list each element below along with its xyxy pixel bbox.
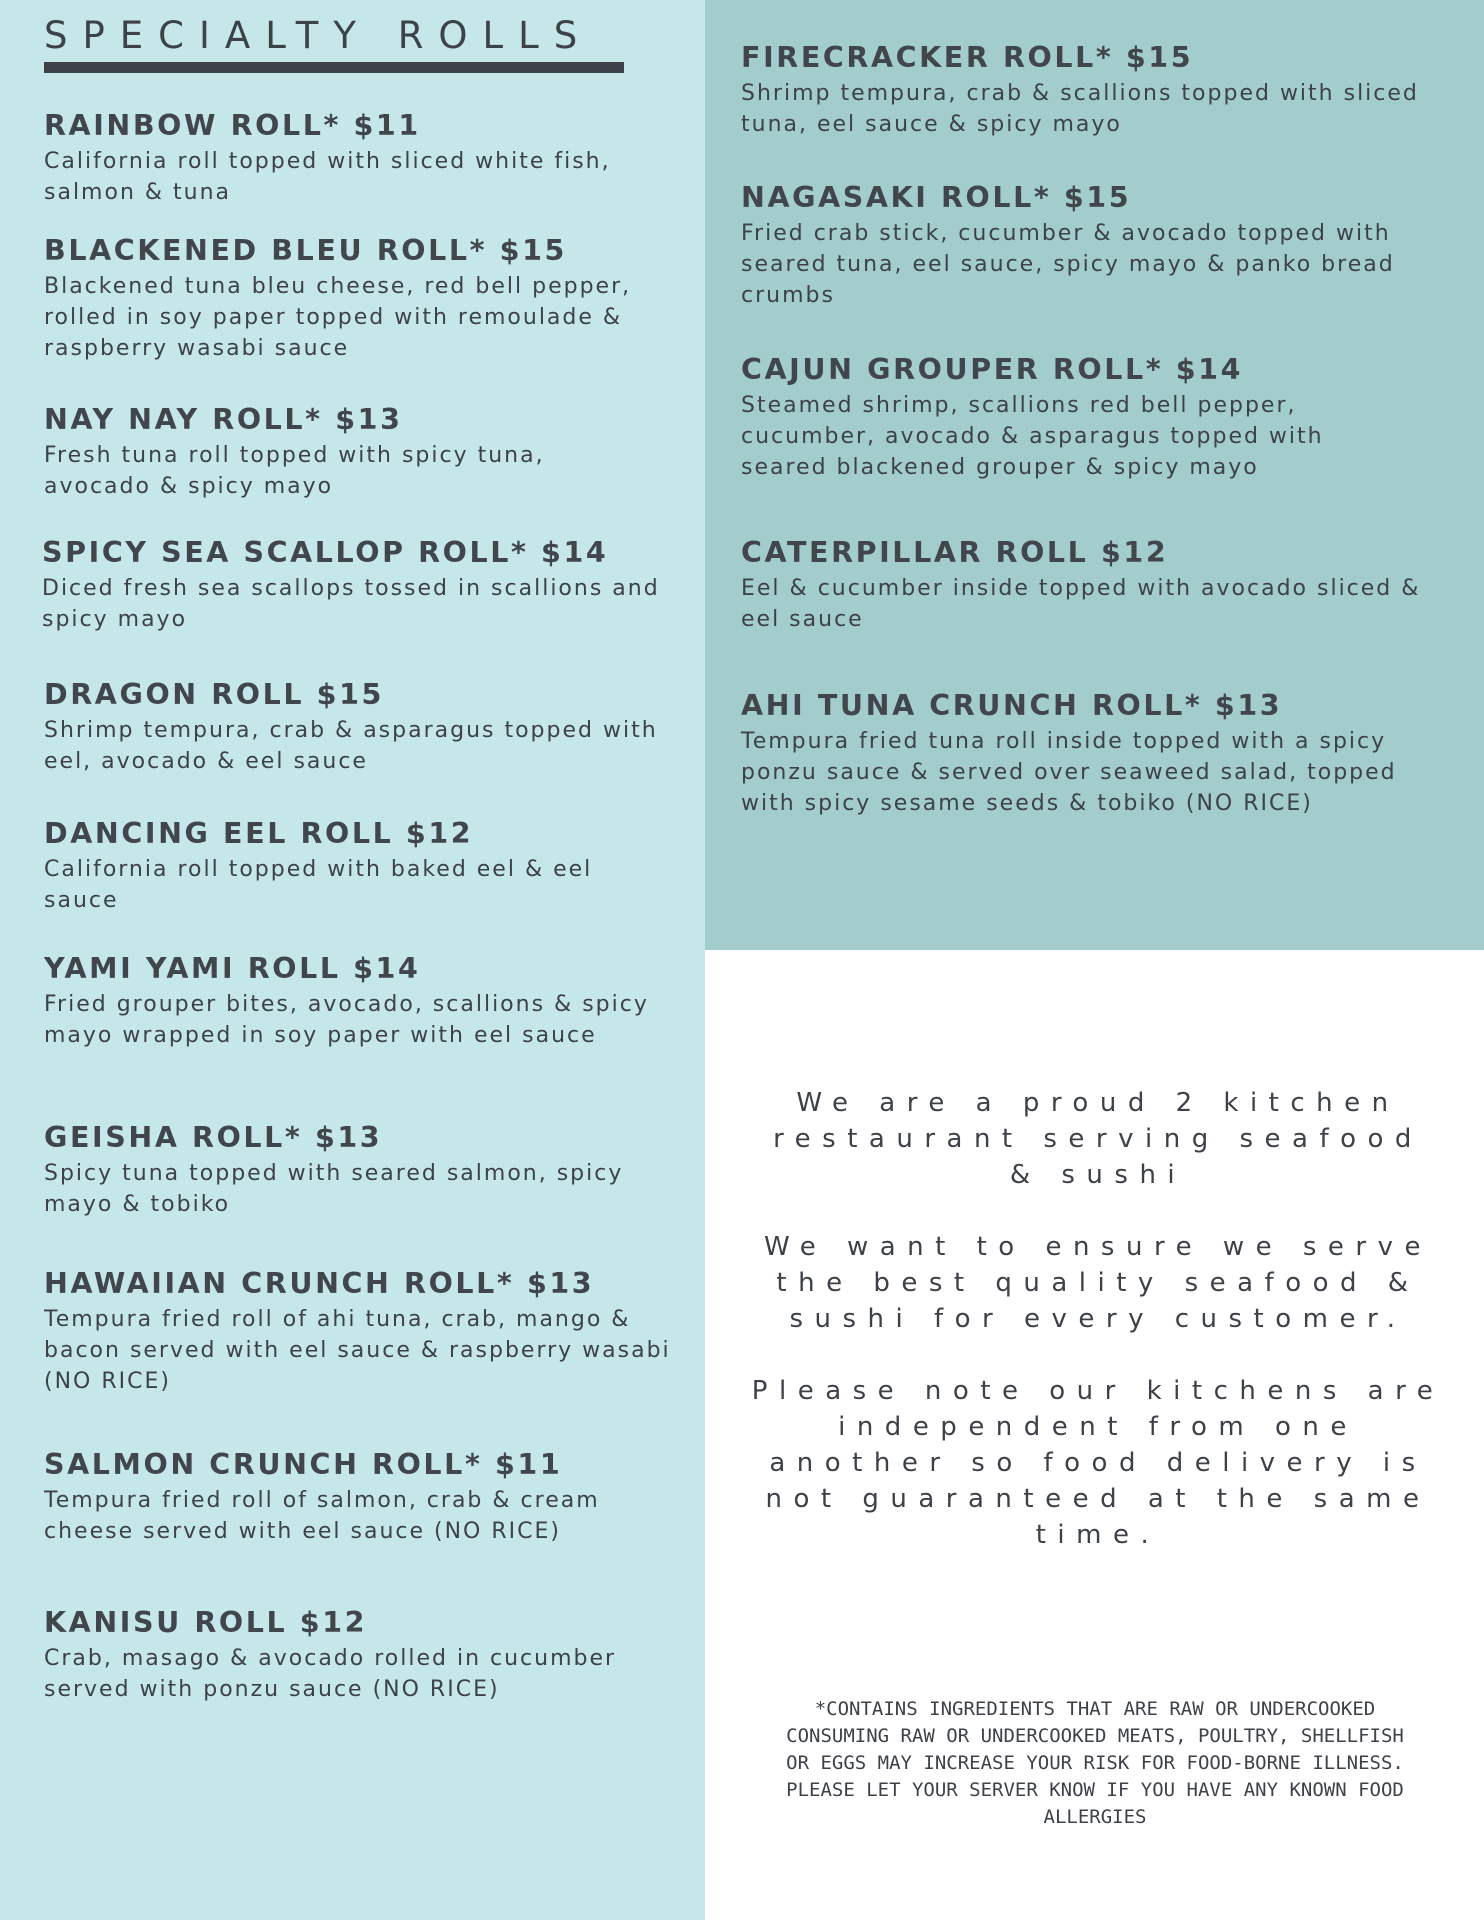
- menu-item-cajun-grouper-roll: [741, 352, 1381, 483]
- menu-item-description: Tempura fried roll of salmon, crab & cream cheese served with eel sauce (NO RICE): [44, 1488, 600, 1544]
- title-underline: [44, 62, 624, 73]
- menu-item-name: KANISU ROLL $12: [44, 1606, 368, 1639]
- menu-item-yami-yami-roll: [44, 951, 704, 1051]
- menu-item-name: HAWAIIAN CRUNCH ROLL* $13: [44, 1267, 595, 1300]
- menu-item-dancing-eel-roll: [44, 816, 674, 916]
- menu-item-hawaiian-crunch-roll: [44, 1266, 684, 1397]
- menu-item-name: AHI TUNA CRUNCH ROLL* $13: [741, 689, 1283, 722]
- menu-item-description: Shrimp tempura, crab & scallions topped with sliced tuna, eel sauce & spicy mayo: [741, 81, 1419, 137]
- menu-item-blackened-bleu-roll: [44, 233, 674, 364]
- menu-item-name: RAINBOW ROLL* $11: [44, 109, 421, 142]
- menu-item-spicy-sea-scallop-roll: [42, 535, 682, 635]
- menu-item-nagasaki-roll: [741, 180, 1451, 311]
- menu-item-description: Fresh tuna roll topped with spicy tuna, avocado & spicy mayo: [44, 443, 545, 499]
- note-paragraph-3: Please note our kitchens are independent from one another so food delivery is not guaranteed at the same time.: [751, 1376, 1445, 1550]
- menu-item-description: Shrimp tempura, crab & asparagus topped with eel, avocado & eel sauce: [44, 718, 658, 774]
- note-paragraph-2: We want to ensure we serve the best quality seafood & sushi for every customer.: [764, 1232, 1432, 1334]
- menu-item-rainbow-roll: [44, 108, 694, 208]
- menu-item-ahi-tuna-crunch-roll: [741, 688, 1451, 819]
- menu-item-description: Fried crab stick, cucumber & avocado topped with seared tuna, eel sauce, spicy mayo & panko bread crumbs: [741, 221, 1395, 308]
- menu-item-name: GEISHA ROLL* $13: [44, 1121, 383, 1154]
- menu-item-name: DRAGON ROLL $15: [44, 678, 384, 711]
- menu-item-name: NAY NAY ROLL* $13: [44, 403, 403, 436]
- menu-item-description: Eel & cucumber inside topped with avocado sliced & eel sauce: [741, 576, 1421, 632]
- menu-item-caterpillar-roll: [741, 535, 1459, 635]
- menu-item-description: Spicy tuna topped with seared salmon, spicy mayo & tobiko: [44, 1161, 624, 1217]
- menu-item-description: Diced fresh sea scallops tossed in scallions and spicy mayo: [42, 576, 660, 632]
- note-paragraph-1: We are a proud 2 kitchen restaurant serving seafood & sushi: [773, 1088, 1423, 1190]
- menu-item-name: BLACKENED BLEU ROLL* $15: [44, 234, 567, 267]
- menu-item-description: Tempura fried roll of ahi tuna, crab, mango & bacon served with eel sauce & raspberry wasabi (NO RICE): [44, 1307, 671, 1394]
- menu-item-kanisu-roll: [44, 1605, 684, 1705]
- menu-item-nay-nay-roll: [44, 402, 644, 502]
- section-title: SPECIALTY ROLLS: [44, 14, 593, 57]
- menu-item-description: Steamed shrimp, scallions red bell pepper, cucumber, avocado & asparagus topped with seared blackened grouper & spicy mayo: [741, 393, 1324, 480]
- menu-item-dragon-roll: [44, 677, 674, 777]
- menu-item-description: Tempura fried tuna roll inside topped with a spicy ponzu sauce & served over seaweed salad, topped with spicy sesame seeds & tobiko (NO RICE): [741, 729, 1397, 816]
- menu-item-description: California roll topped with baked eel & eel sauce: [44, 857, 593, 913]
- menu-item-description: Fried grouper bites, avocado, scallions & spicy mayo wrapped in soy paper with eel sauce: [44, 992, 649, 1048]
- menu-item-name: CATERPILLAR ROLL $12: [741, 536, 1169, 569]
- menu-item-description: Crab, masago & avocado rolled in cucumber served with ponzu sauce (NO RICE): [44, 1646, 617, 1702]
- menu-item-name: CAJUN GROUPER ROLL* $14: [741, 353, 1244, 386]
- kitchen-note: [748, 1085, 1448, 1589]
- menu-item-geisha-roll: [44, 1120, 684, 1220]
- menu-item-salmon-crunch-roll: [44, 1447, 684, 1547]
- menu-item-name: FIRECRACKER ROLL* $15: [741, 41, 1194, 74]
- menu-item-description: California roll topped with sliced white fish, salmon & tuna: [44, 149, 611, 205]
- menu-item-name: NAGASAKI ROLL* $15: [741, 181, 1132, 214]
- allergy-disclaimer: *CONTAINS INGREDIENTS THAT ARE RAW OR UNDERCOOKED CONSUMING RAW OR UNDERCOOKED MEATS, POULTRY, SHELLFISH OR EGGS MAY INCREASE YOUR RISK FOR FOOD-BORNE ILLNESS. PLEASE LET YOUR SERVER KNOW IF YOU HAVE ANY KNOWN FOOD ALLERGIES: [786, 1698, 1404, 1828]
- menu-item-name: SPICY SEA SCALLOP ROLL* $14: [42, 536, 609, 569]
- menu-item-description: Blackened tuna bleu cheese, red bell pepper, rolled in soy paper topped with remoulade & raspberry wasabi sauce: [44, 274, 632, 361]
- menu-item-name: SALMON CRUNCH ROLL* $11: [44, 1448, 563, 1481]
- menu-item-name: DANCING EEL ROLL $12: [44, 817, 474, 850]
- menu-item-name: YAMI YAMI ROLL $14: [44, 952, 421, 985]
- menu-item-firecracker-roll: [741, 40, 1421, 140]
